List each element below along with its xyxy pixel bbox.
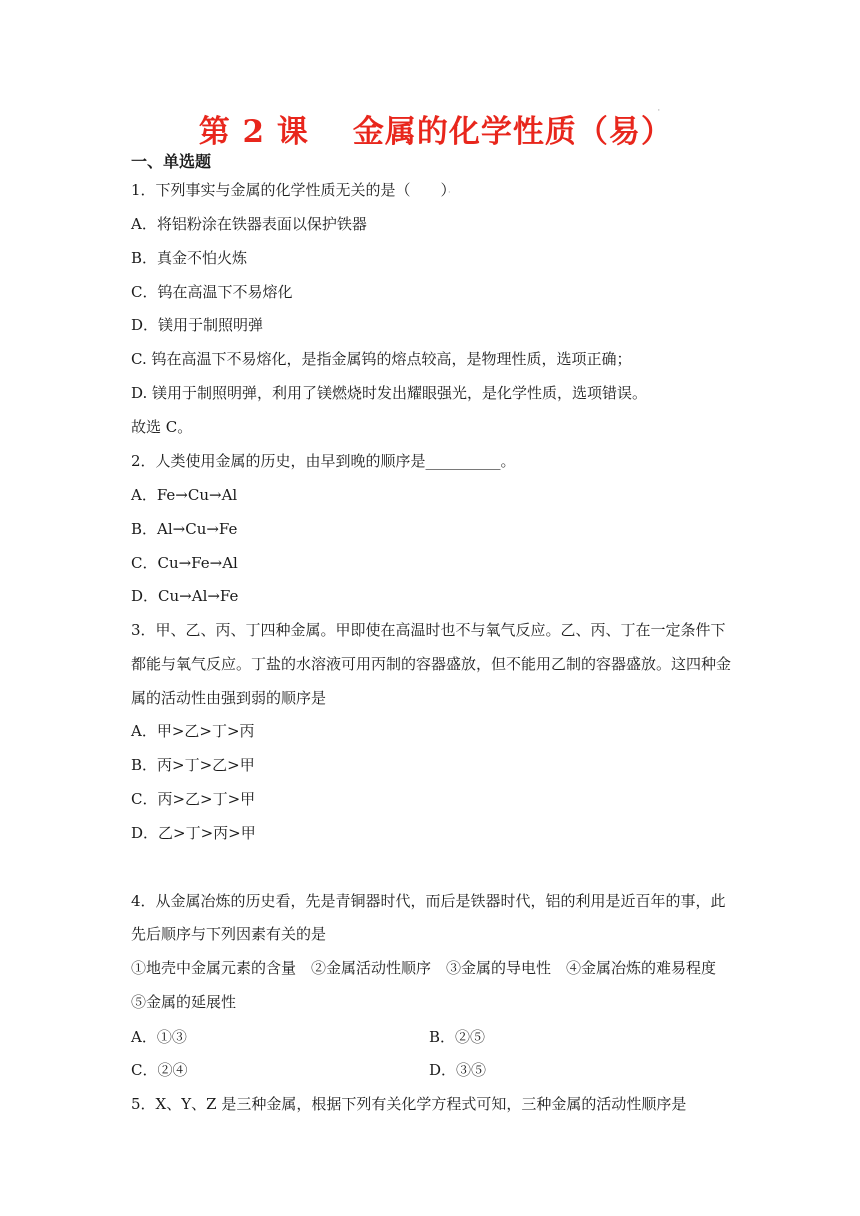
question-3-stem-line: 属的活动性由强到弱的顺序是 — [131, 689, 327, 707]
question-3-stem-line: 3．甲、乙、丙、丁四种金属。甲即使在高温时也不与氧气反应。乙、丙、丁在一定条件下 — [131, 621, 726, 639]
question-1-option-b: B．真金不怕火炼 — [131, 249, 248, 267]
question-2-option-c: C．Cu→Fe→Al — [131, 554, 238, 572]
question-1-analysis-line: C. 钨在高温下不易熔化，是指金属钨的熔点较高，是物理性质，选项正确； — [131, 350, 632, 368]
question-5-stem: 5．X、Y、Z 是三种金属，根据下列有关化学方程式可知，三种金属的活动性顺序是 — [131, 1095, 687, 1113]
question-3-option-c: C．丙>乙>丁>甲 — [131, 790, 256, 808]
lesson-number: 第 2 课 — [198, 114, 309, 150]
question-4-stem-line: 先后顺序与下列因素有关的是 — [131, 925, 327, 943]
question-4-option-b: B．②⑤ — [429, 1028, 486, 1046]
question-3-option-b: B．丙>丁>乙>甲 — [131, 756, 255, 774]
question-4-option-a: A．①③ — [131, 1028, 187, 1046]
page-title: 第 2 课 金属的化学性质（易）· — [198, 106, 662, 150]
question-2-option-d: D．Cu→Al→Fe — [131, 587, 239, 605]
question-1-analysis-line: D. 镁用于制照明弹，利用了镁燃烧时发出耀眼强光，是化学性质，选项错误。 — [131, 384, 648, 402]
question-4-factors-line: ①地壳中金属元素的含量 ②金属活动性顺序 ③金属的导电性 ④金属冶炼的难易程度 — [131, 959, 717, 977]
question-2-option-a: A．Fe→Cu→Al — [131, 486, 238, 504]
question-2-option-b: B．Al→Cu→Fe — [131, 520, 238, 538]
question-2-stem: 2．人类使用金属的历史，由早到晚的顺序是__________。 — [131, 452, 516, 470]
question-1-option-a: A．将铝粉涂在铁器表面以保护铁器 — [131, 215, 367, 233]
question-3-option-a: A．甲>乙>丁>丙 — [131, 722, 255, 740]
question-4-option-c: C．②④ — [131, 1061, 188, 1079]
section-heading: 一、单选题 — [131, 152, 212, 171]
question-1-option-c: C．钨在高温下不易熔化 — [131, 283, 293, 301]
question-1-stem: 1．下列事实与金属的化学性质无关的是（ ）· — [131, 181, 451, 199]
question-4-option-d: D．③⑤ — [429, 1061, 487, 1079]
question-4-factors-line: ⑤金属的延展性 — [131, 993, 237, 1011]
question-1-answer: 故选 C。 — [131, 418, 193, 436]
question-4-stem-line: 4．从金属冶炼的历史看，先是青铜器时代，而后是铁器时代，铝的利用是近百年的事，此 — [131, 892, 726, 910]
lesson-subject: 金属的化学性质（易） — [352, 114, 658, 150]
question-3-option-d: D．乙>丁>丙>甲 — [131, 824, 256, 842]
question-1-option-d: D．镁用于制照明弹 — [131, 316, 264, 334]
question-3-stem-line: 都能与氧气反应。丁盐的水溶液可用丙制的容器盛放，但不能用乙制的容器盛放。这四种金 — [131, 655, 732, 673]
